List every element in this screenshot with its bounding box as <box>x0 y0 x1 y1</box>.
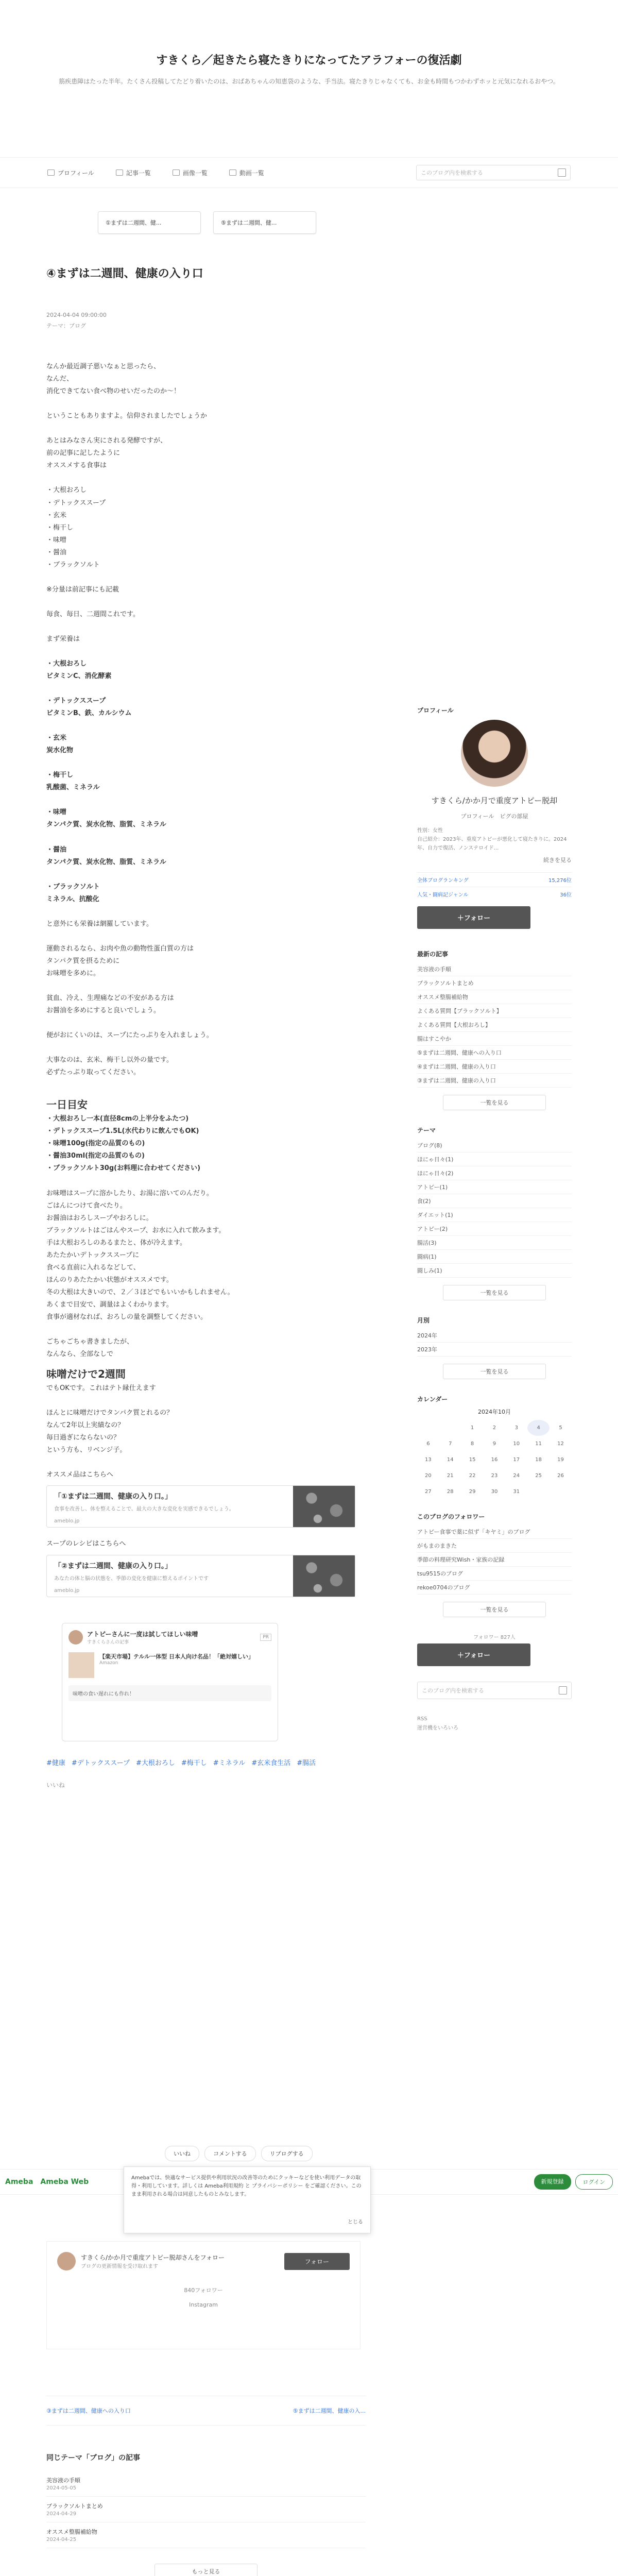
ameba-web-logo[interactable]: Ameba Web <box>40 2178 89 2186</box>
body-text: オススメする食事は <box>46 462 107 470</box>
calendar-day[interactable]: 7 <box>449 1440 452 1447</box>
body-text: 貧血、冷え、生理痛などの不安がある方は <box>46 994 174 1002</box>
recommend-label: オススメ品はこちらへ <box>46 1471 113 1479</box>
nutrition-detail: ミネラル、抗酸化 <box>46 895 99 903</box>
ameba-logo[interactable]: Ameba <box>5 2178 33 2186</box>
nav-videos[interactable]: 動画一覧 <box>229 168 264 177</box>
avatar <box>68 1630 83 1645</box>
followers-list <box>417 1525 572 1595</box>
body-text: ごちゃごちゃ書きましたが、 <box>46 1338 134 1346</box>
body-text: なんだ、 <box>46 375 74 383</box>
profile-more-link[interactable]: 続きを見る <box>543 856 572 863</box>
body-text <box>46 398 355 410</box>
rank-row[interactable]: 全体ブログランキング 15,276位 <box>417 872 572 887</box>
calendar-day[interactable]: 2 <box>492 1425 496 1431</box>
link-card-source: ameblo.jp <box>54 1518 80 1524</box>
recent-list <box>417 962 572 1088</box>
link-card-desc: 食事を改善し、体を整えることで、最大の大きな変化を実感できるでしょう。 <box>54 1506 234 1513</box>
article-theme[interactable]: テーマ：ブログ <box>46 323 86 329</box>
same-theme-item[interactable] <box>46 2471 366 2497</box>
follow-button[interactable]: ＋フォロー <box>417 906 530 929</box>
body-text: ・大根おろし <box>46 486 87 495</box>
ad-box[interactable] <box>62 1623 278 1741</box>
follower-link[interactable]: rekoe0704のブログ <box>417 1581 572 1595</box>
same-theme-section <box>46 2452 366 2576</box>
link-card-desc: あなたの体と脳の状態を、季節の変化を健康に整えるポイントです <box>54 1575 209 1582</box>
body-text <box>46 596 355 608</box>
calendar-day[interactable]: 10 <box>513 1440 520 1447</box>
archive-link[interactable]: 2024年 <box>417 1329 572 1343</box>
hashtag-link[interactable]: #ミネラル <box>213 1759 246 1767</box>
next-article-link[interactable]: ⑤まずは二週間、健康の入... <box>293 2408 366 2414</box>
follower-count: フォロワー 827人 <box>473 1634 516 1640</box>
archive-heading: 月別 <box>417 1316 430 1324</box>
body-text: 運動されるなら、お肉や魚の動物性蛋白質の方は <box>46 944 194 953</box>
recent-article-link[interactable]: オススメ整腸補給物 <box>417 990 572 1004</box>
body-text: 毎日過ぎにならないの？ <box>46 1434 121 1442</box>
action-pills <box>165 2146 313 2161</box>
avatar <box>57 2252 76 2270</box>
body-text: ということもありますよ。信仰されましたでしょうか <box>46 412 208 420</box>
hashtag-link[interactable]: #健康 <box>46 1759 65 1767</box>
calendar-day[interactable]: 22 <box>469 1472 476 1479</box>
nav-profile[interactable]: プロフィール <box>47 168 94 177</box>
nutrition-detail: ビタミンC、消化酵素 <box>46 672 112 681</box>
theme-heading: テーマ <box>417 1126 436 1134</box>
recent-article-link[interactable]: ブラックソルトまとめ <box>417 976 572 990</box>
same-theme-item-date: 2024-04-29 <box>46 2511 77 2517</box>
calendar-day[interactable]: 9 <box>492 1440 496 1447</box>
profile-links[interactable]: プロフィール ピグの部屋 <box>460 812 528 820</box>
followers-heading: このブログのフォロワー <box>417 1513 485 1520</box>
body-text: なんか最近調子悪いなぁと思ったら、 <box>46 363 161 370</box>
same-theme-item[interactable] <box>46 2522 366 2548</box>
body-text: ・梅干し <box>46 523 74 532</box>
nutrition-detail: 炭水化物 <box>46 747 74 755</box>
article-body <box>46 361 355 1597</box>
body-text: ブラックソルトはごはんやスープ、お水に入れて飲みます。 <box>46 1226 226 1234</box>
body-text: ・醤油 <box>46 548 67 556</box>
hashtag-link[interactable]: #玄米食生活 <box>251 1759 291 1767</box>
article-title[interactable]: ④まずは二週間、健康の入り口 <box>46 267 203 280</box>
article-date: 2024-04-04 09:00:00 <box>46 312 107 318</box>
profile-heading: プロフィール <box>417 707 454 714</box>
nutrition-detail: ビタミンB、鉄、カルシウム <box>46 709 132 718</box>
calendar-day[interactable]: 15 <box>469 1456 476 1463</box>
same-theme-item[interactable] <box>46 2497 366 2522</box>
recent-article-link[interactable]: 美容液の手順 <box>417 962 572 976</box>
follower-link[interactable]: 季節の料理研究Wish・家族の記録 <box>417 1553 572 1567</box>
video-icon <box>229 170 236 176</box>
body-text <box>46 1017 355 1029</box>
nav-articles[interactable]: 記事一覧 <box>116 168 151 177</box>
body-text: なんて2年以上実績なの？ <box>46 1421 125 1430</box>
instagram-link[interactable]: Instagram <box>189 2301 218 2308</box>
rank-row[interactable]: 人気・闘病記ジャンル 36位 <box>417 887 572 901</box>
follower-count: 840フォロワー <box>184 2287 223 2294</box>
body-text: ごはんにつけて食べたり。 <box>46 1201 127 1210</box>
body-text <box>46 930 355 943</box>
body-text: 大事なのは、玄米、梅干し以外の量です。 <box>46 1056 173 1064</box>
list-icon <box>116 170 123 176</box>
calendar-day[interactable]: 30 <box>491 1488 498 1495</box>
hashtag-link[interactable]: #デトックススープ <box>71 1759 130 1767</box>
calendar-day[interactable]: 20 <box>425 1472 432 1479</box>
cookie-close-button[interactable]: とじる <box>348 2219 363 2225</box>
recent-article-link[interactable]: ⑤まずは二週間、健康への入り口 <box>417 1046 572 1060</box>
body-text: ・味噌 <box>46 536 67 544</box>
daily-item: ・大根おろし一本(直径8cmの上半分をふたつ) <box>46 1115 189 1123</box>
calendar-day[interactable]: 24 <box>513 1472 520 1479</box>
recent-article-link[interactable]: よくある質問【ブラックソルト】 <box>417 1004 572 1018</box>
sidebar <box>417 706 572 1733</box>
rss-link[interactable]: RSS <box>417 1716 427 1722</box>
calendar-day <box>527 1484 550 1500</box>
body-text: お醤油を多めにすると良いでしょう。 <box>46 1007 161 1015</box>
daily-item: ・ブラックソルト30g(お料理に合わせてください) <box>46 1164 201 1173</box>
theme-link[interactable]: 腸活(3) <box>417 1236 572 1250</box>
theme-more-button[interactable]: 一覧を見る <box>443 1285 546 1300</box>
calendar-day[interactable]: 29 <box>469 1488 476 1495</box>
theme-link[interactable]: 食(2) <box>417 1194 572 1208</box>
calendar-day[interactable]: 4 <box>527 1420 550 1436</box>
body-text: なんなら、全部なしで <box>46 1350 114 1359</box>
sidebar-search-input[interactable]: このブログ内を検索する <box>417 1682 572 1699</box>
ad-product-name: 【楽天市場】テルル一体型 日本人向け名品！「絶対嬉しい」 <box>99 1653 254 1660</box>
body-text: 食事が適材なれば、おろしの量を調整してください。 <box>46 1313 208 1321</box>
daily-item: ・デトックススープ1.5L(水代わりに飲んでもOK) <box>46 1127 199 1136</box>
search-icon[interactable] <box>558 168 566 177</box>
ad-sub: すきくらさんの記事 <box>87 1639 129 1645</box>
link-card[interactable] <box>46 1485 355 1528</box>
prev-article-button[interactable]: ①まずは二週間、健... <box>98 211 201 234</box>
reblog-button[interactable]: リブログする <box>261 2146 313 2161</box>
body-text: 消化できてない食べ物のせいだったのか〜！ <box>46 387 181 396</box>
register-button[interactable]: 新規登録 <box>534 2174 571 2190</box>
link-card-source: ameblo.jp <box>54 1587 80 1594</box>
ad-product-brand: Amazon <box>99 1660 118 1666</box>
follower-link[interactable]: アトピー食事で薬に似ず「キヤミ」のブログ <box>417 1525 572 1539</box>
profile-name[interactable]: すきくら/かか月で重度アトピー脱却 <box>431 796 558 805</box>
body-text: タンパク質を摂るために <box>46 957 120 965</box>
nav-images[interactable]: 画像一覧 <box>173 168 208 177</box>
theme-link[interactable]: ほにゃ日々(1) <box>417 1153 572 1166</box>
body-text: 毎食、毎日、二週間これです。 <box>46 610 140 618</box>
recent-article-link[interactable]: ④まずは二週間、健康の入り口 <box>417 1060 572 1074</box>
body-text <box>46 1042 355 1054</box>
theme-link[interactable]: 闘病(1) <box>417 1250 572 1264</box>
body-text <box>46 1324 355 1336</box>
theme-list <box>417 1139 572 1278</box>
calendar-day[interactable]: 26 <box>557 1472 564 1479</box>
bottom-follow-box <box>46 2241 360 2349</box>
same-theme-item-name: 美容液の手順 <box>46 2477 80 2484</box>
link-card[interactable] <box>46 1555 355 1597</box>
archive-link[interactable]: 2023年 <box>417 1343 572 1357</box>
link-card-thumbnail <box>293 1555 355 1597</box>
hashtag-link[interactable]: #腸活 <box>297 1759 316 1767</box>
profile-icon <box>47 170 55 176</box>
calendar-day[interactable]: 3 <box>514 1425 518 1431</box>
same-theme-item-date: 2024-05-05 <box>46 2485 77 2491</box>
calendar-day[interactable]: 28 <box>447 1488 454 1495</box>
nutrition-item: ・味噌 <box>46 808 67 817</box>
search-icon[interactable] <box>559 1686 567 1694</box>
calendar-day[interactable]: 23 <box>491 1472 498 1479</box>
link-card-title: 「①まずは二週間、健康の入り口。」 <box>54 1493 172 1501</box>
follower-link[interactable]: tsu9515のブログ <box>417 1567 572 1581</box>
body-text: ほんのりあたたかい状態がオススメです。 <box>46 1276 173 1284</box>
blog-header <box>0 0 618 129</box>
body-text: ・デトックススープ <box>46 499 106 507</box>
calendar-heading: カレンダー <box>417 1395 448 1403</box>
theme-link[interactable]: ブログ(8) <box>417 1139 572 1153</box>
theme-link[interactable]: 闘しみ(1) <box>417 1264 572 1278</box>
follow-button[interactable]: フォロー <box>284 2253 350 2270</box>
ad-product-image <box>68 1652 94 1678</box>
blog-nav <box>0 157 618 188</box>
nutrition-detail: 乳酸菌、ミネラル <box>46 784 100 792</box>
body-text: 必ずたっぷり取ってください。 <box>46 1069 141 1077</box>
next-article-button[interactable]: ⑤まずは二週間、健... <box>213 211 316 234</box>
ad-note: 味噌の食い遅れにも作れ！ <box>68 1685 271 1701</box>
archive-list <box>417 1329 572 1357</box>
calendar-day[interactable]: 17 <box>513 1456 520 1463</box>
login-button[interactable]: ログイン <box>575 2174 613 2190</box>
calendar-day <box>417 1420 439 1436</box>
calendar-day[interactable]: 14 <box>447 1456 454 1463</box>
body-text: 前の記事に記したように <box>46 449 121 457</box>
nutrition-item: ・デトックススープ <box>46 697 106 705</box>
profile-avatar[interactable] <box>461 720 528 787</box>
body-text <box>46 980 355 992</box>
same-theme-more-button[interactable]: もっと見る <box>154 2564 258 2576</box>
body-text: 手は大根おろしのあるまたと、体が冷えます。 <box>46 1239 186 1247</box>
body-text: あたたかいデトックススープに <box>46 1251 140 1259</box>
bottom-follow-sub: ブログの更新情報を受け取れます <box>81 2264 158 2269</box>
calendar-day <box>439 1420 461 1436</box>
profile-meta: 性別：女性 自己紹介：2023年、重度アトピーが悪化して寝たきりに。2024年、自力で復活、ノンステロイド... <box>417 827 567 851</box>
recent-more-button[interactable]: 一覧を見る <box>443 1095 546 1110</box>
two-weeks-heading: 味噌だけで2週間 <box>46 1368 126 1381</box>
body-text: という方も、リベンジ子。 <box>46 1446 127 1454</box>
blog-title[interactable]: すきくら／起きたら寝たきりになってたアラフォーの復活劇 <box>156 54 462 67</box>
like-icon[interactable]: いいね <box>46 1781 65 1789</box>
calendar-day[interactable]: 27 <box>425 1488 432 1495</box>
link-card-title: 「②まずは二週間、健康の入り口。」 <box>54 1562 172 1570</box>
nutrition-detail: タンパク質、炭水化物、脂質、ミネラル <box>46 821 166 829</box>
nutrition-item: ・大根おろし <box>46 660 87 668</box>
comment-button[interactable]: コメントする <box>204 2146 256 2161</box>
prev-article-link[interactable]: ③まずは二週間、健康への入り口 <box>46 2408 131 2414</box>
hashtag-link[interactable]: #梅干し <box>181 1759 207 1767</box>
blog-search-input[interactable]: このブログ内を検索する <box>416 165 571 180</box>
report-link[interactable]: 運営機をいろいろ <box>417 1725 458 1731</box>
same-theme-item-date: 2024-04-25 <box>46 2537 77 2543</box>
body-text: と意外にも栄養は網羅しています。 <box>46 920 153 928</box>
calendar-day[interactable]: 25 <box>535 1472 542 1479</box>
ad-tag: PR <box>260 1634 271 1641</box>
follow-button[interactable]: ＋フォロー <box>417 1643 530 1666</box>
two-weeks-sub: でもOKです。これはテト縁仕えます <box>46 1384 156 1393</box>
body-text <box>46 472 355 484</box>
followers-more-button[interactable]: 一覧を見る <box>443 1602 546 1617</box>
hashtag-list <box>46 1757 355 1770</box>
recent-heading: 最新の記事 <box>417 950 449 958</box>
recent-article-link[interactable]: ③まずは二週間、健康の入り口 <box>417 1074 572 1088</box>
same-theme-item-name: オススメ整腸補給物 <box>46 2529 97 2535</box>
soup-label: スープのレシピはこちらへ <box>46 1540 126 1548</box>
calendar-month: 2024年10月 <box>478 1408 511 1415</box>
blog-description: 筋疾患障はたった半年。たくさん投稿してたどり着いたのは、おばあちゃんの知恵袋のような、手当法。寝たきりじゃなくても、お金も時間もつかわずホッと元気になれるおやつ。 <box>59 78 559 85</box>
calendar-day[interactable]: 21 <box>447 1472 454 1479</box>
calendar-day[interactable]: 19 <box>557 1456 564 1463</box>
nutrition-item: ・醤油 <box>46 845 67 854</box>
section-heading: まず栄養は <box>46 635 80 643</box>
follower-link[interactable]: がもまのまきた <box>417 1539 572 1553</box>
cookie-dialog <box>124 2166 371 2233</box>
calendar-day[interactable]: 6 <box>426 1440 430 1447</box>
body-text: ・ブラックソルト <box>46 561 100 569</box>
bottom-follow-text: すきくら/かか月で重度アトピー脱却さんをフォロー <box>81 2254 225 2261</box>
theme-link[interactable]: ダイエット(1) <box>417 1208 572 1222</box>
like-button[interactable]: いいね <box>165 2146 199 2161</box>
main-column <box>46 211 355 1789</box>
daily-item: ・醤油30ml(指定の品質のもの) <box>46 1152 145 1160</box>
calendar-day[interactable]: 8 <box>470 1440 474 1447</box>
body-text: 便がおにくいのは、スープにたっぷりを入れましょう。 <box>46 1031 213 1040</box>
body-text: ※分量は前記事にも記載 <box>46 585 119 594</box>
body-text <box>46 571 355 584</box>
hashtag-link[interactable]: #大根おろし <box>135 1759 175 1767</box>
archive-more-button[interactable]: 一覧を見る <box>443 1364 546 1379</box>
calendar-day[interactable]: 16 <box>491 1456 498 1463</box>
body-text <box>46 422 355 435</box>
link-card-thumbnail <box>293 1486 355 1527</box>
same-theme-title: 同じテーマ「ブログ」の記事 <box>46 2454 140 2462</box>
theme-link[interactable]: アトピー(2) <box>417 1222 572 1236</box>
calendar-day[interactable]: 1 <box>470 1425 474 1431</box>
calendar-day[interactable]: 13 <box>425 1456 432 1463</box>
pager-top <box>98 211 355 234</box>
nutrition-detail: タンパク質、炭水化物、脂質、ミネラル <box>46 858 166 866</box>
calendar-day[interactable]: 11 <box>535 1440 542 1447</box>
recent-article-link[interactable]: よくある質問【大根おろし】 <box>417 1018 572 1032</box>
image-icon <box>173 170 180 176</box>
calendar-day <box>550 1484 572 1500</box>
calendar-day[interactable]: 31 <box>513 1488 520 1495</box>
theme-link[interactable]: アトピー(1) <box>417 1180 572 1194</box>
body-text: あとはみなさん実にされる発酵ですが、 <box>46 437 167 445</box>
nutrition-item: ・ブラックソルト <box>46 883 100 891</box>
nutrition-item: ・玄米 <box>46 734 67 742</box>
ad-name: アトピーさんに一度は試してほしい味噌 <box>87 1630 198 1638</box>
daily-heading: 一日目安 <box>46 1098 88 1111</box>
calendar-day[interactable]: 18 <box>535 1456 542 1463</box>
body-text: ほんとに味噌だけでタンパク質とれるの？ <box>46 1409 174 1417</box>
body-text: お味噌はスープに溶かしたり、お湯に溶いてのんだり。 <box>46 1189 213 1197</box>
calendar-day[interactable]: 5 <box>559 1425 562 1431</box>
body-text: あくまで目安で、調量はよくわかります。 <box>46 1300 173 1309</box>
calendar-day[interactable]: 12 <box>557 1440 564 1447</box>
body-text: ・玄米 <box>46 511 67 519</box>
body-text: 冬の大根は大きいので、２／３ほどでもいいかもしれません。 <box>46 1288 234 1296</box>
pager-bottom <box>46 2396 366 2426</box>
daily-item: ・味噌100g(指定の品質のもの) <box>46 1140 145 1148</box>
body-text: お味噌を多めに。 <box>46 969 100 977</box>
body-text: 食べる直前に入れるなどして、 <box>46 1263 140 1272</box>
recent-article-link[interactable]: 腸はすこやか <box>417 1032 572 1046</box>
calendar <box>417 1420 572 1500</box>
same-theme-item-name: ブラックソルトまとめ <box>46 2503 103 2510</box>
body-text: お醤油はおろしスープやおろしに。 <box>46 1214 153 1222</box>
theme-link[interactable]: ほにゃ日々(2) <box>417 1166 572 1180</box>
cookie-text: Amebaでは、快適なサービス提供や利用状況の改善等のためにクッキーなどを使い利用データの取得・利用しています。詳しくは Ameba利用規約 と プライバシーポリシー をご確認ください。このまま利用される場合は同意したものとみなします。 <box>131 2175 362 2197</box>
nutrition-item: ・梅干し <box>46 771 74 779</box>
